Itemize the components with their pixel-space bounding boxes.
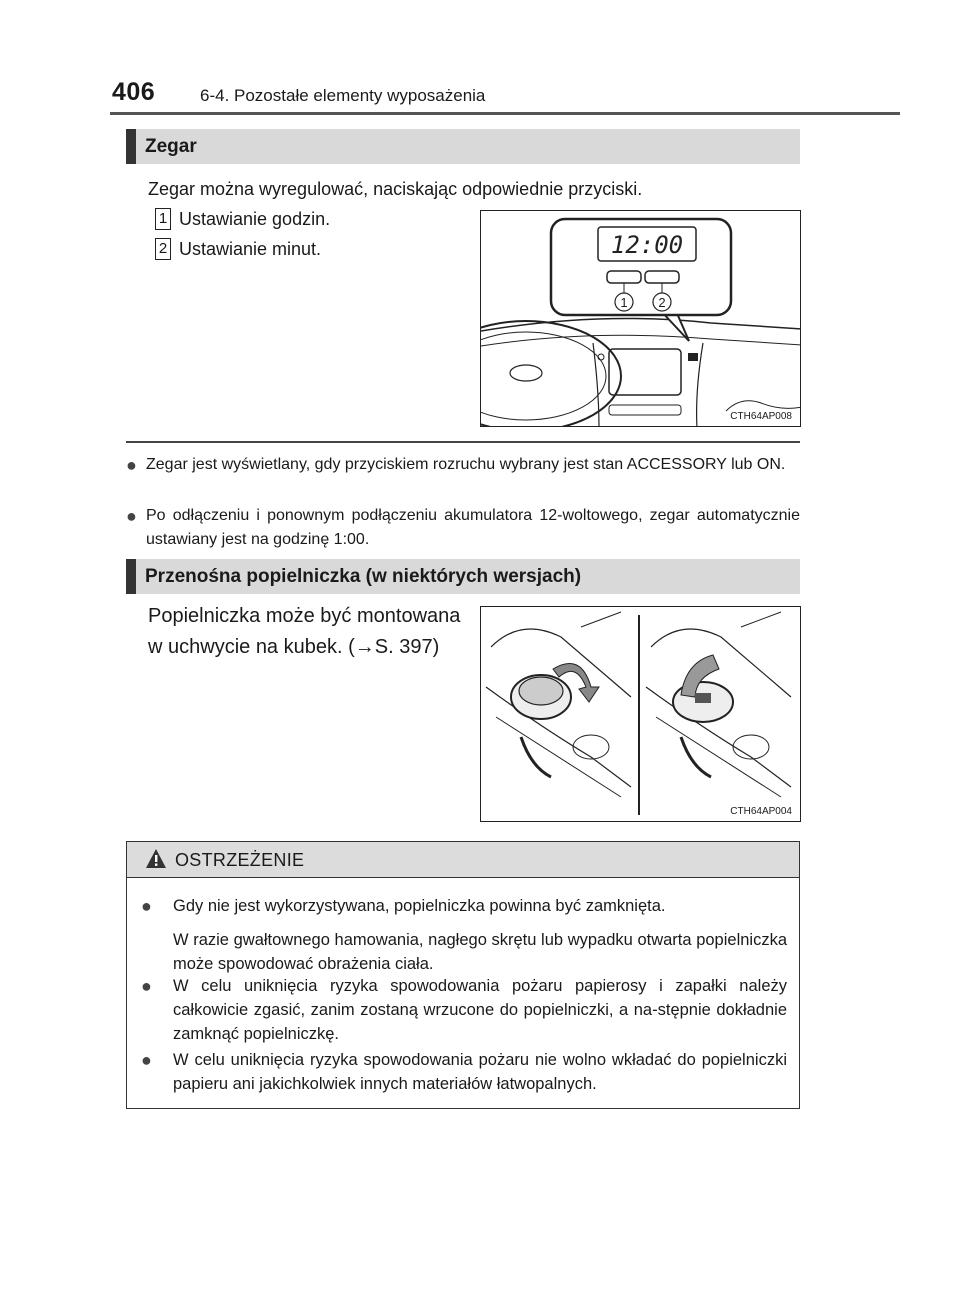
dashboard-drawing (481, 211, 801, 427)
bullet-icon: ● (126, 455, 137, 475)
section-heading-ashtray (126, 559, 800, 594)
note-item (126, 504, 800, 552)
warning-text: Gdy nie jest wykorzystywana, popielniczka powinna być zamknięta. (173, 897, 666, 915)
warning-text: W celu uniknięcia ryzyka spowodowania pożaru nie wolno wkładać do popielniczki papieru ani jakichkolwiek innych materiałów łatwopalnych. (173, 1051, 787, 1093)
figure-code: CTH64AP004 (730, 806, 792, 817)
ashtray-drawing (481, 607, 801, 822)
warning-header (127, 842, 799, 878)
bullet-icon: ● (141, 896, 152, 916)
running-header: 6-4. Pozostałe elementy wyposażenia (200, 86, 486, 105)
step-number: 2 (155, 238, 171, 260)
note-item (126, 453, 800, 477)
bullet-icon: ● (126, 506, 137, 526)
bullet-icon: ● (141, 1050, 152, 1070)
divider (126, 441, 800, 443)
figure-code: CTH64AP008 (730, 411, 792, 422)
warning-title: OSTRZEŻENIE (175, 850, 305, 870)
warning-item (141, 974, 787, 1046)
step-label: Ustawianie godzin. (179, 209, 331, 229)
step-hours (155, 206, 330, 232)
warning-box (126, 841, 800, 1109)
warning-item (141, 1048, 787, 1096)
section-title: Przenośna popielniczka (w niektórych wersjach) (145, 566, 582, 587)
step-minutes (155, 236, 321, 262)
note-text: Po odłączeniu i ponownym podłączeniu akumulatora 12-woltowego, zegar automatycznie ustawiany jest na godzinę 1:00. (146, 507, 800, 548)
header-rule (110, 112, 900, 115)
section-title: Zegar (145, 136, 197, 157)
section-heading-clock (126, 129, 800, 164)
clock-display: 12:00 (610, 231, 684, 259)
clock-intro: Zegar można wyregulować, naciskając odpowiednie przyciski. (148, 179, 643, 199)
ashtray-illustration (480, 606, 801, 822)
warning-detail: W razie gwałtownego hamowania, nagłego skrętu lub wypadku otwarta popielniczka może spowodować obrażenia ciała. (173, 931, 787, 973)
clock-illustration (480, 210, 801, 427)
warning-text: W celu uniknięcia ryzyka spowodowania pożaru papierosy i zapałki należy całkowicie zgasić, zanim zostaną wrzucone do popielniczki, a na-stępnie dokładnie zamknąć popielniczkę. (173, 977, 787, 1043)
ashtray-text-line-2: w uchwycie na kubek. (→S. 397) (148, 636, 440, 658)
note-text: Zegar jest wyświetlany, gdy przyciskiem rozruchu wybrany jest stan ACCESSORY lub ON. (146, 456, 786, 473)
callout-1: 1 (620, 295, 628, 310)
callout-2: 2 (658, 295, 666, 310)
bullet-icon: ● (141, 976, 152, 996)
warning-icon (145, 848, 167, 870)
warning-item (141, 894, 787, 976)
step-label: Ustawianie minut. (179, 239, 322, 259)
page-number: 406 (112, 78, 156, 106)
ashtray-text-line-1: Popielniczka może być montowana (148, 605, 461, 627)
step-number: 1 (155, 208, 171, 230)
